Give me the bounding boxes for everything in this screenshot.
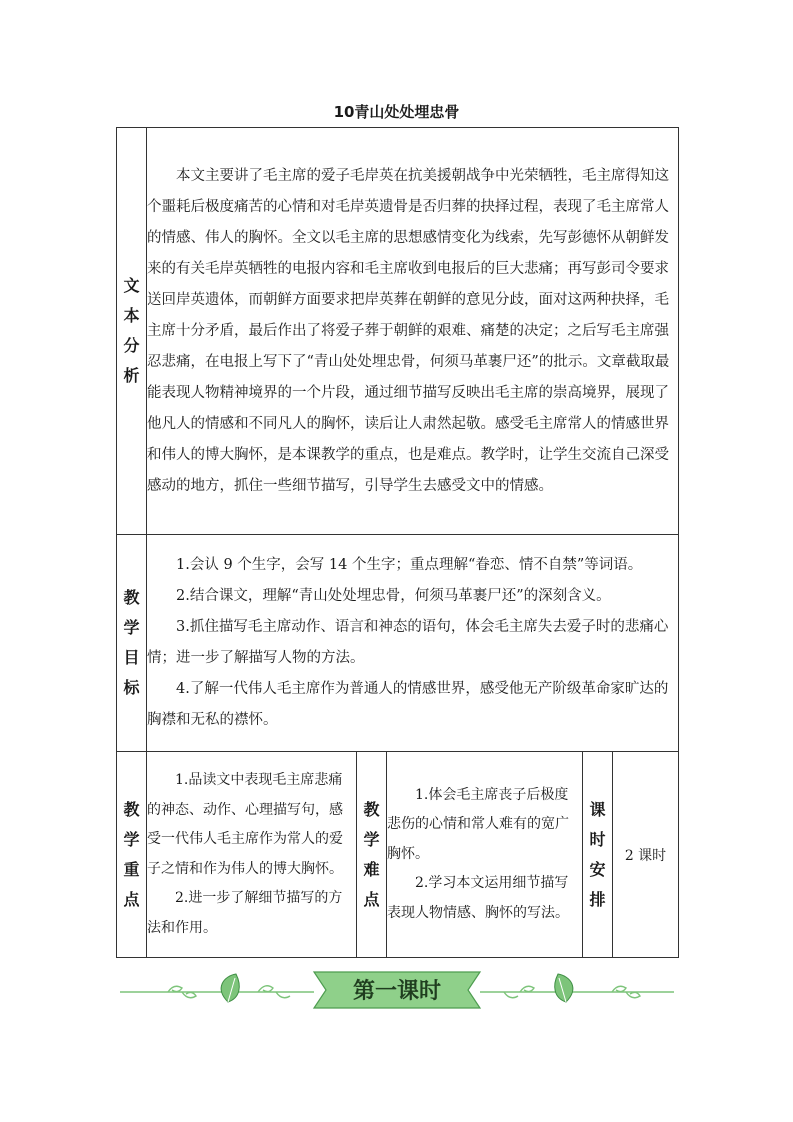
difficulties-text-cell: [387, 752, 583, 958]
analysis-label: 文 本 分 析: [117, 128, 147, 535]
analysis-row: [117, 128, 679, 535]
goal-item: 4.了解一代伟人毛主席作为普通人的情感世界，感受他无产阶级革命家旷达的胸襟和无私的襟怀。: [147, 681, 669, 728]
difficulties-label: 教 学 难 点: [357, 752, 387, 958]
analysis-text: 本文主要讲了毛主席的爱子毛岸英在抗美援朝战争中光荣牺牲，毛主席得知这个噩耗后极度痛苦的心情和对毛岸英遗骨是否归葬的抉择过程，表现了毛主席常人的情感、伟人的胸怀。全文以毛主席的思想感情变化为线索，先写彭德怀从朝鲜发来的有关毛岸英牺牲的电报内容和毛主席收到电报后的巨大悲痛；再写彭司令要求送回岸英遗体，而朝鲜方面要求把岸英葬在朝鲜的意见分歧，面对这两种抉择，毛主席十分矛盾，最后作出了将爱子葬于朝鲜的艰难、痛楚的决定；之后写毛主席强忍悲痛，在电报上写下了“青山处处埋忠骨，何须马革裹尸还”的批示。文章截取最能表现人物精神境界的一个片段，通过细节描写反映出毛主席的崇高境界，展现了他凡人的情感和不同凡人的胸怀，读后让人肃然起敬。感受毛主席常人的情感世界和伟人的博大胸怀，是本课教学的重点，也是难点。教学时，让学生交流自己深受感动的地方，抓住一些细节描写，引导学生去感受文中的情感。: [147, 167, 670, 494]
document-title: 10青山处处埋忠骨: [333, 103, 460, 121]
difficulty-item: 2.学习本文运用细节描写表现人物情感、胸怀的写法。: [387, 875, 569, 921]
analysis-text-cell: [147, 128, 679, 535]
goals-label: 教 学 目 标: [117, 535, 147, 752]
difficulty-item: 1.体会毛主席丧子后极度悲伤的心情和常人难有的宽广胸怀。: [387, 786, 569, 862]
right-leaf-icon: [555, 974, 573, 1002]
key-points-label: 教 学 重 点: [117, 752, 147, 958]
lesson-plan-table: [116, 127, 679, 958]
banner-text: 第一课时: [352, 978, 442, 1004]
key-point-item: 2.进一步了解细节描写的方法和作用。: [147, 890, 343, 936]
goals-row: [117, 535, 679, 752]
key-points-text-cell: [147, 752, 357, 958]
goals-text-cell: [147, 535, 679, 752]
goal-item: 2.结合课文，理解“青山处处埋忠骨，何须马革裹尸还”的深刻含义。: [176, 588, 611, 604]
right-vine-ornament: [480, 986, 674, 998]
schedule-value: 2 课时: [613, 752, 679, 958]
schedule-label: 课 时 安 排: [583, 752, 613, 958]
key-point-item: 1.品读文中表现毛主席悲痛的神态、动作、心理描写句，感受一代伟人毛主席作为常人的爱子之情和作为伟人的博大胸怀。: [147, 772, 343, 877]
goal-item: 1.会认 9 个生字，会写 14 个生字；重点理解“眷恋、情不自禁”等词语。: [176, 557, 643, 573]
left-vine-ornament: [120, 986, 314, 998]
goal-item: 3.抓住描写毛主席动作、语言和神态的语句，体会毛主席失去爱子时的悲痛心情；进一步了解描写人物的方法。: [147, 619, 669, 666]
key-points-row: [117, 752, 679, 958]
left-leaf-icon: [221, 974, 239, 1002]
lesson-banner: [118, 966, 676, 1014]
